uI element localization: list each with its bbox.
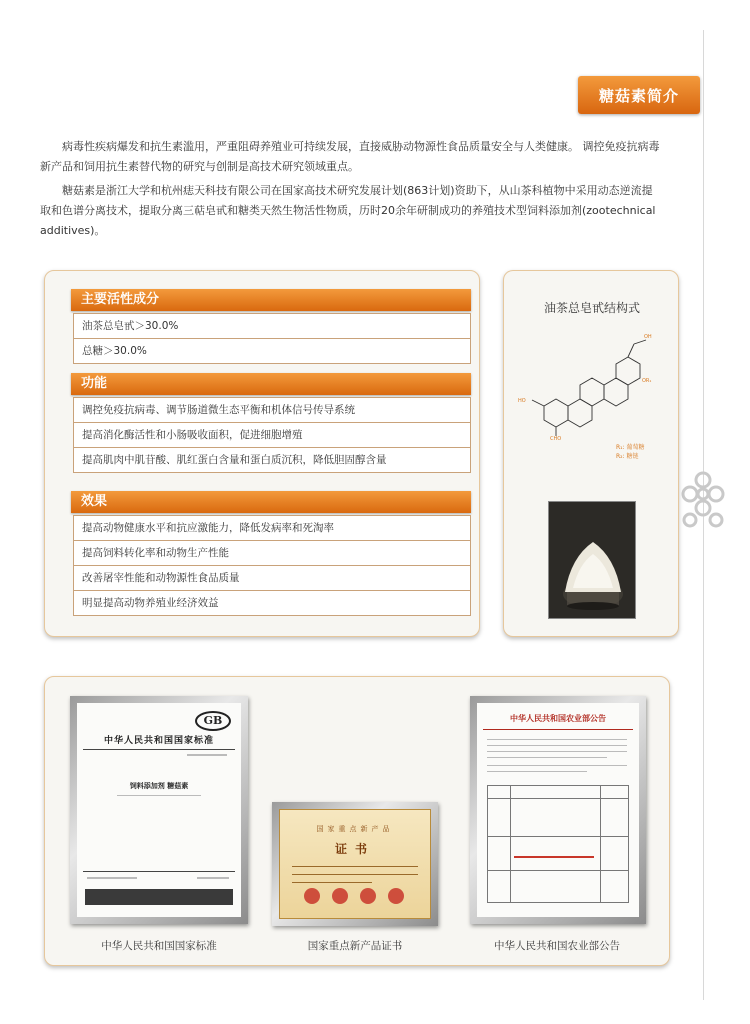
list-item: 提高饲料转化率和动物生产性能 — [73, 541, 471, 566]
powder-bottle-image — [549, 502, 636, 619]
molecular-structure-diagram — [514, 326, 670, 441]
chinese-knot-ornament-icon — [678, 468, 728, 532]
red-seal-icon — [332, 888, 348, 904]
caption-ministry-announcement: 中华人民共和国农业部公告 — [494, 940, 620, 952]
divider — [483, 729, 633, 730]
functions-title: 功能 — [71, 373, 471, 395]
properties-panel — [44, 270, 480, 637]
caption-national-standard: 中华人民共和国国家标准 — [101, 940, 217, 952]
functions-list — [73, 397, 471, 473]
legend-r2: R₂: 糖链 — [616, 453, 639, 460]
list-item: 提高动物健康水平和抗应激能力，降低发病率和死淘率 — [73, 516, 471, 541]
product-powder-photo — [548, 501, 636, 619]
certificate-big-title: 证书 — [334, 842, 375, 856]
text-line — [197, 877, 229, 879]
text-line — [487, 771, 587, 772]
certificate-ministry-announcement — [470, 696, 646, 924]
certificate-subject: 饲料添加剂 糖菇素 — [129, 782, 189, 790]
certificate-page — [477, 703, 639, 917]
intro-text — [40, 137, 670, 245]
text-line — [487, 751, 627, 752]
red-seal-icon — [388, 888, 404, 904]
red-seal-icon — [360, 888, 376, 904]
text-line — [487, 757, 607, 758]
text-line — [487, 739, 627, 740]
structure-title: 油茶总皂甙结构式 — [543, 301, 640, 315]
red-seal-icon — [304, 888, 320, 904]
certificate-heading: 中华人民共和国国家标准 — [103, 736, 214, 746]
text-line — [187, 754, 227, 756]
ingredients-title: 主要活性成分 — [71, 289, 471, 311]
caption-key-new-product: 国家重点新产品证书 — [307, 940, 403, 952]
text-line — [292, 866, 418, 867]
intro-line: 糖菇素是浙江大学和杭州痣天科技有限公司在国家高技术研究发展计划(863计划)资助下，从山茶科植物中采用动态逆流提 — [62, 184, 653, 197]
certificate-title: 国家重点新产品 — [316, 825, 394, 833]
text-line — [487, 765, 627, 766]
certificate-heading: 中华人民共和国农业部公告 — [510, 713, 606, 723]
text-line — [487, 745, 627, 746]
text-line — [87, 877, 137, 879]
intro-line: 取和色谱分离技术，提取分离三萜皂甙和糖类天然生物活性物质，历时20余年研制成功的养殖技术型饲料添加剂(zootechnical — [40, 204, 656, 217]
legend-r1: R₁: 葡萄糖 — [616, 444, 645, 451]
svg-text:OH: OH — [644, 334, 652, 340]
svg-text:CHO: CHO — [550, 436, 562, 441]
certificate-national-standard — [70, 696, 248, 924]
certificate-page — [279, 809, 431, 919]
section-header-tab: 糖菇素简介 — [578, 76, 700, 114]
text-line — [292, 882, 372, 883]
effects-title: 效果 — [71, 491, 471, 513]
intro-line: 新产品和饲用抗生素替代物的研究与创制是高技术研究领域重点。 — [40, 160, 359, 173]
list-item: 改善屠宰性能和动物源性食品质量 — [73, 566, 471, 591]
structure-legend — [616, 443, 645, 461]
svg-text:OR₁: OR₁ — [642, 378, 652, 384]
svg-text:HO: HO — [518, 398, 526, 404]
divider — [83, 749, 235, 750]
list-item: 提高消化酶活性和小肠吸收面积，促进细胞增殖 — [73, 423, 471, 448]
intro-line: 病毒性疾病爆发和抗生素滥用，严重阻碍养殖业可持续发展，直接威胁动物源性食品质量安全与人类健康。 调控免疫抗病毒 — [62, 140, 660, 153]
gb-logo-icon: GB — [195, 711, 231, 731]
announcement-table — [487, 785, 629, 903]
divider — [83, 871, 235, 872]
intro-line: additives)。 — [40, 224, 106, 237]
list-item: 总糖＞30.0% — [73, 339, 471, 364]
text-line — [117, 795, 201, 796]
text-line — [292, 874, 418, 875]
ingredients-list — [73, 313, 471, 364]
effects-list — [73, 515, 471, 616]
certificate-page — [77, 703, 241, 917]
structure-panel — [503, 270, 679, 637]
list-item: 提高肌肉中肌苷酸、肌红蛋白含量和蛋白质沉积，降低胆固醇含量 — [73, 448, 471, 473]
publisher-bar — [85, 889, 233, 905]
list-item: 调控免疫抗病毒、调节肠道微生态平衡和机体信号传导系统 — [73, 398, 471, 423]
list-item: 明显提高动物养殖业经济效益 — [73, 591, 471, 616]
certificate-key-new-product — [272, 802, 438, 926]
list-item: 油茶总皂甙＞30.0% — [73, 314, 471, 339]
